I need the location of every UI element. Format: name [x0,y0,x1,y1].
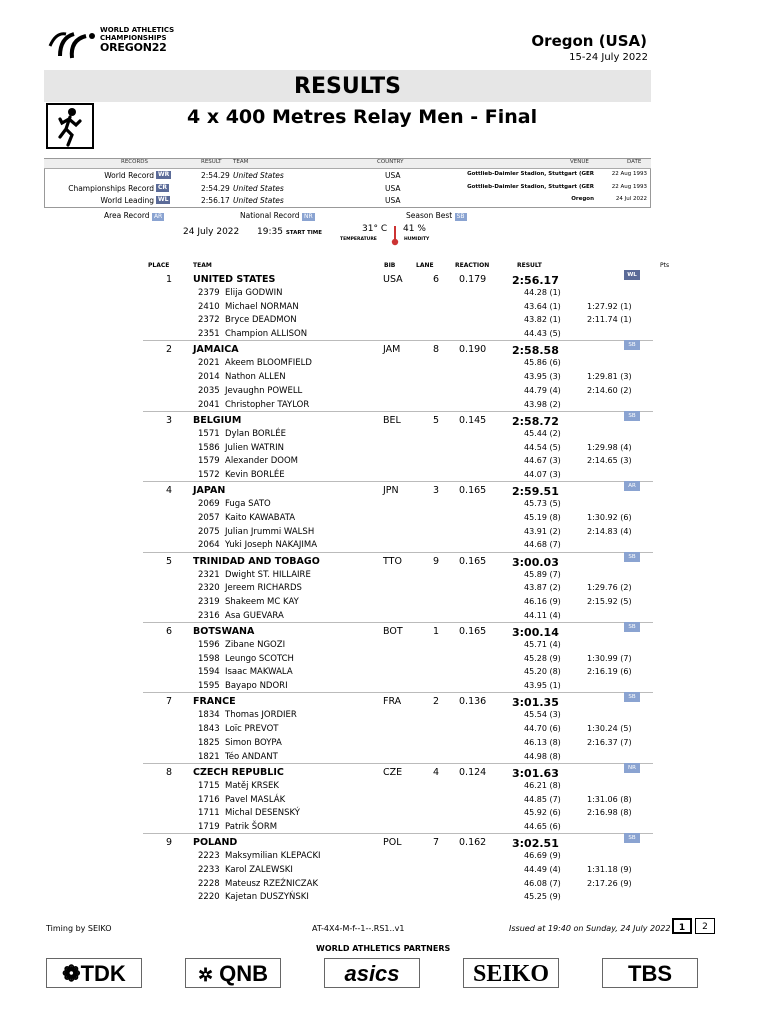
athlete-cumulative: 1:29.81 (3) [587,372,632,382]
athlete-bib: 2379 [198,288,220,298]
humidity-value: 41 % [403,224,426,234]
athlete-split: 45.86 (6) [524,358,561,368]
records-col-result: RESULT [201,159,222,165]
athlete-split: 45.71 (4) [524,640,561,649]
athlete-bib: 2035 [198,385,220,396]
athlete-bib: 1843 [198,724,220,735]
athlete-split: 45.19 (8) [524,512,561,522]
col-reaction: REACTION [455,262,490,269]
country-code: POL [383,837,402,849]
athlete-split: 44.98 (8) [524,751,561,761]
lane: 1 [433,626,440,637]
athlete-split: 45.25 (9) [524,892,561,902]
reaction: 0.190 [459,344,487,356]
athlete-bib: 1596 [198,640,220,650]
lane: 4 [433,766,440,778]
start-time [257,227,322,237]
event-date: 24 July 2022 [183,227,240,237]
record-country: USA [385,171,401,180]
record-code: CR [158,184,168,191]
athlete-split: 44.49 (4) [524,864,561,874]
athlete-name: Isaac MAKWALA [225,667,293,678]
athlete-name: Mateusz RZEŹNICZAK [225,878,319,889]
record-code: WL [158,196,169,203]
row-separator [143,692,653,693]
record-team: United States [233,171,284,180]
record-country: USA [385,196,401,205]
col-lane: LANE [416,262,434,269]
team-name: BOTSWANA [193,626,255,637]
result-time: 3:01.35 [512,696,559,710]
result-time: 2:58.72 [512,414,559,428]
qnb-text: QNB [219,961,269,986]
temperature-label: TEMPERATURE [340,237,377,242]
result-time: 3:01.63 [512,766,559,780]
athlete-bib: 2041 [198,399,220,410]
athlete-split: 46.16 (9) [524,597,561,606]
result-time: 3:00.03 [512,555,559,569]
row-separator [143,552,653,553]
athlete-cumulative: 2:14.60 (2) [587,385,632,395]
record-badge: SB [624,622,640,632]
athlete-name: Matěj KRSEK [225,780,279,791]
place: 1 [166,274,173,285]
athlete-cumulative: 1:31.06 (8) [587,794,632,804]
humidity-label: HUMIDITY [404,237,430,242]
qnb-icon: ✲ [197,965,214,985]
result-time: 2:56.17 [512,274,559,287]
reaction: 0.179 [459,274,487,285]
athlete-bib: 2064 [198,540,220,551]
country-code: JPN [383,485,399,497]
athlete-name: Jevaughn POWELL [225,385,303,396]
record-country: USA [385,184,401,193]
country-code: TTO [383,555,402,567]
col-pts: Pts [660,262,670,269]
athlete-bib: 1586 [198,442,220,453]
record-venue: Gottlieb-Daimler Stadion, Stuttgart (GER [467,171,594,177]
lane: 6 [433,274,440,285]
athlete-bib: 2321 [198,569,220,580]
area-record-text: Area Record [104,211,150,220]
athlete-cumulative: 1:31.18 (9) [587,864,632,874]
place: 8 [166,766,173,778]
athlete-name: Julian Jrummi WALSH [225,526,315,537]
athlete-split: 44.54 (5) [524,442,561,452]
record-name: World Record [104,171,154,180]
athlete-split: 46.08 (7) [524,878,561,888]
athlete-name: Asa GUEVARA [225,610,284,621]
partner-asics-logo: asics [324,958,420,988]
athlete-cumulative: 1:27.92 (1) [587,301,632,311]
temperature-value: 31° C [362,224,388,234]
athlete-bib: 2316 [198,610,220,621]
record-result: 2:56.17 [201,196,230,205]
athlete-cumulative: 2:16.37 (7) [587,737,632,747]
athlete-bib: 1579 [198,456,220,467]
record-team: United States [233,184,284,193]
athlete-name: Elija GODWIN [225,288,283,298]
athlete-bib: 1825 [198,737,220,748]
country-code: BEL [383,414,401,426]
athlete-name: Shakeem MC KAY [225,597,299,607]
athlete-split: 43.95 (1) [524,681,561,691]
record-badge: SB [624,833,640,843]
athlete-name: Simon BOYPA [225,737,282,748]
athlete-bib: 2220 [198,892,220,903]
team-name: TRINIDAD AND TOBAGO [193,555,320,567]
athlete-name: Jereem RICHARDS [225,583,302,594]
athlete-bib: 1572 [198,469,220,480]
reaction: 0.136 [459,696,487,708]
athlete-cumulative: 2:16.98 (8) [587,808,632,818]
start-time-value: 19:35 [257,227,283,237]
lane: 2 [433,696,440,708]
season-best-code: SB [456,213,465,220]
venue-dates: 15-24 July 2022 [569,52,648,63]
athlete-split: 44.67 (3) [524,456,561,466]
record-badge: SB [624,340,640,350]
lane: 5 [433,414,440,426]
athlete-cumulative: 1:30.24 (5) [587,724,632,734]
athlete-cumulative: 2:15.92 (5) [587,597,632,606]
team-name: CZECH REPUBLIC [193,766,284,778]
record-team: United States [233,196,284,205]
athlete-name: Pavel MASLÁK [225,794,286,805]
row-separator [143,833,653,834]
athlete-bib: 1595 [198,681,220,692]
row-separator [143,481,653,482]
results-banner: RESULTS [44,70,651,102]
country-code: CZE [383,766,403,778]
row-separator [143,340,653,341]
athlete-bib: 1715 [198,780,220,791]
athlete-split: 43.82 (1) [524,315,561,325]
row-separator [143,622,653,623]
athlete-name: Alexander DOOM [225,456,298,467]
athlete-split: 46.21 (8) [524,780,561,790]
athlete-bib: 1598 [198,653,220,664]
record-badge: SB [624,692,640,702]
athlete-name: Maksymilian KLEPACKI [225,851,321,862]
national-record-text: National Record [240,211,300,220]
country-code: BOT [383,626,403,637]
athlete-cumulative: 1:29.76 (2) [587,583,632,593]
athlete-split: 44.68 (7) [524,540,561,550]
lane: 8 [433,344,440,356]
result-time: 3:00.14 [512,626,559,639]
lane: 9 [433,555,440,567]
country-code: JAM [383,344,401,356]
athlete-bib: 2320 [198,583,220,594]
athlete-name: Michal DESENSKÝ [225,808,300,819]
thermometer-icon [391,225,399,247]
document-code: AT-4X4-M-f--1--.RS1..v1 [312,924,405,933]
venue-title: Oregon (USA) [531,32,647,50]
record-badge: WL [624,270,640,280]
athlete-bib: 1716 [198,794,220,805]
place: 3 [166,414,173,426]
athlete-split: 45.89 (7) [524,569,561,579]
athlete-split: 44.85 (7) [524,794,561,804]
season-best-label [406,211,467,221]
country-code: FRA [383,696,402,708]
partner-qnb-logo [185,958,281,988]
result-time: 2:59.51 [512,485,559,499]
athlete-bib: 2057 [198,512,220,523]
athlete-name: Bryce DEADMON [225,315,297,326]
athlete-split: 45.92 (6) [524,808,561,818]
athlete-split: 45.44 (2) [524,428,561,438]
athlete-name: Dwight ST. HILLAIRE [225,569,311,580]
athlete-name: Leungo SCOTCH [225,653,294,664]
athlete-bib: 2228 [198,878,220,889]
athlete-name: Kevin BORLÉE [225,469,285,480]
athlete-cumulative: 2:11.74 (1) [587,315,632,325]
record-date: 22 Aug 1993 [611,184,647,190]
athlete-name: Michael NORMAN [225,301,299,312]
athlete-name: Téo ANDANT [225,751,278,762]
timing-by: Timing by SEIKO [46,924,112,933]
col-bib: BIB [384,262,396,269]
record-code: WR [158,171,170,178]
team-name: UNITED STATES [193,274,276,285]
athlete-bib: 2069 [198,499,220,510]
result-time: 3:02.51 [512,837,559,851]
athlete-bib: 1711 [198,808,220,819]
athlete-bib: 2351 [198,329,220,340]
place: 4 [166,485,173,497]
records-col-label: RECORDS [121,159,149,165]
issued-at: Issued at 19:40 on Sunday, 24 July 2022 [509,924,671,933]
place: 7 [166,696,173,708]
athlete-name: Thomas JORDIER [225,710,297,721]
record-badge: SB [624,411,640,421]
reaction: 0.165 [459,555,487,567]
athlete-bib: 1834 [198,710,220,721]
athlete-name: Christopher TAYLOR [225,399,310,410]
athlete-split: 45.20 (8) [524,667,561,677]
athlete-bib: 2372 [198,315,220,326]
athlete-split: 44.65 (6) [524,821,561,831]
world-athletics-logo-mark [46,26,96,62]
athlete-split: 43.95 (3) [524,372,561,382]
team-name: FRANCE [193,696,236,708]
records-col-country: COUNTRY [377,159,404,165]
athlete-split: 45.73 (5) [524,499,561,509]
athlete-bib: 2319 [198,597,220,607]
reaction: 0.124 [459,766,487,778]
team-name: JAMAICA [193,344,239,356]
athlete-bib: 2014 [198,372,220,383]
athlete-name: Kaito KAWABATA [225,512,296,523]
record-result: 2:54.29 [201,171,230,180]
national-record-label [240,211,315,221]
record-badge: SB [624,552,640,562]
place: 2 [166,344,173,356]
athlete-bib: 2021 [198,358,220,369]
athlete-bib: 2410 [198,301,220,312]
place: 9 [166,837,173,849]
athlete-name: Loïc PREVOT [225,724,279,735]
athlete-cumulative: 1:30.99 (7) [587,653,632,663]
partner-seiko-logo: SEIKO [463,958,559,988]
page-current[interactable]: 1 [672,918,692,934]
runner-icon [46,103,94,149]
records-col-date: DATE [627,159,642,165]
records-col-team: TEAM [233,159,249,165]
season-best-text: Season Best [406,211,453,220]
athlete-name: Karol ZALEWSKI [225,864,293,875]
athlete-name: Yuki Joseph NAKAJIMA [225,540,318,551]
athlete-split: 44.11 (4) [524,610,561,620]
athlete-bib: 2223 [198,851,220,862]
athlete-cumulative: 2:14.65 (3) [587,456,632,466]
athlete-bib: 1571 [198,428,220,439]
page-next[interactable]: 2 [695,918,715,934]
athlete-split: 44.07 (3) [524,469,561,479]
record-badge: AR [624,481,640,491]
place: 6 [166,626,173,637]
reaction: 0.162 [459,837,487,849]
reaction: 0.165 [459,626,487,637]
result-time: 2:58.58 [512,344,559,358]
reaction: 0.165 [459,485,487,497]
record-badge: NR [624,763,640,773]
record-result: 2:54.29 [201,184,230,193]
record-venue: Gottlieb-Daimler Stadion, Stuttgart (GER [467,184,594,190]
partner-tdk-logo: ❁TDK [46,958,142,988]
partners-title: WORLD ATHLETICS PARTNERS [316,944,451,953]
athlete-name: Zibane NGOZI [225,640,286,650]
athlete-split: 45.54 (3) [524,710,561,720]
lane: 3 [433,485,440,497]
record-date: 24 Jul 2022 [615,196,647,202]
athlete-bib: 1719 [198,821,220,832]
athlete-split: 43.91 (2) [524,526,561,536]
athlete-name: Julien WATRIN [225,442,284,453]
start-time-label: START TIME [285,230,323,236]
athlete-name: Dylan BORLÉE [225,428,286,439]
logo-line-3: OREGON22 [100,41,167,54]
athlete-cumulative: 1:30.92 (6) [587,512,632,522]
athlete-cumulative: 2:17.26 (9) [587,878,632,888]
place: 5 [166,555,173,567]
event-title: 4 x 400 Metres Relay Men - Final [187,106,538,128]
athlete-name: Patrik ŠORM [225,821,278,832]
athlete-cumulative: 2:16.19 (6) [587,667,632,677]
logo-line-2: CHAMPIONSHIPS [100,33,167,42]
athlete-split: 43.98 (2) [524,399,561,409]
athlete-bib: 1594 [198,667,220,678]
athlete-split: 44.70 (6) [524,724,561,734]
athlete-bib: 1821 [198,751,220,762]
partner-tbs-logo: TBS [602,958,698,988]
athlete-bib: 2233 [198,864,220,875]
championship-logo-text [100,27,174,54]
athlete-split: 44.79 (4) [524,385,561,395]
area-record-label [104,211,164,221]
country-code: USA [383,274,403,285]
athlete-cumulative: 1:29.98 (4) [587,442,632,452]
athlete-split: 43.64 (1) [524,301,561,311]
athlete-split: 46.69 (9) [524,851,561,861]
athlete-split: 45.28 (9) [524,653,561,663]
athlete-name: Nathon ALLEN [225,372,286,383]
athlete-name: Fuga SATO [225,499,271,510]
athlete-name: Champion ALLISON [225,329,308,340]
national-record-code: NR [303,213,313,220]
record-name: Championships Record [68,184,154,193]
athlete-cumulative: 2:14.83 (4) [587,526,632,536]
record-name: World Leading [100,196,154,205]
athlete-split: 44.28 (1) [524,288,561,297]
lane: 7 [433,837,440,849]
athlete-split: 46.13 (8) [524,737,561,747]
logo-line-1: WORLD ATHLETICS [100,26,175,34]
team-name: JAPAN [193,485,226,497]
reaction: 0.145 [459,414,487,426]
athlete-name: Kajetan DUSZYŃSKI [225,892,309,903]
col-result: RESULT [517,262,542,269]
team-name: POLAND [193,837,238,849]
row-separator [143,763,653,764]
team-name: BELGIUM [193,414,242,426]
col-place: PLACE [148,262,170,269]
athlete-split: 43.87 (2) [524,583,561,593]
area-record-code: AR [153,213,163,220]
athlete-name: Akeem BLOOMFIELD [225,358,312,369]
records-col-venue: VENUE [570,159,589,165]
col-team: TEAM [193,262,212,269]
athlete-split: 44.43 (5) [524,329,561,339]
row-separator [143,411,653,412]
athlete-name: Bayapo NDORI [225,681,288,692]
record-date: 22 Aug 1993 [611,171,647,177]
athlete-bib: 2075 [198,526,220,537]
record-venue: Oregon [571,196,594,202]
